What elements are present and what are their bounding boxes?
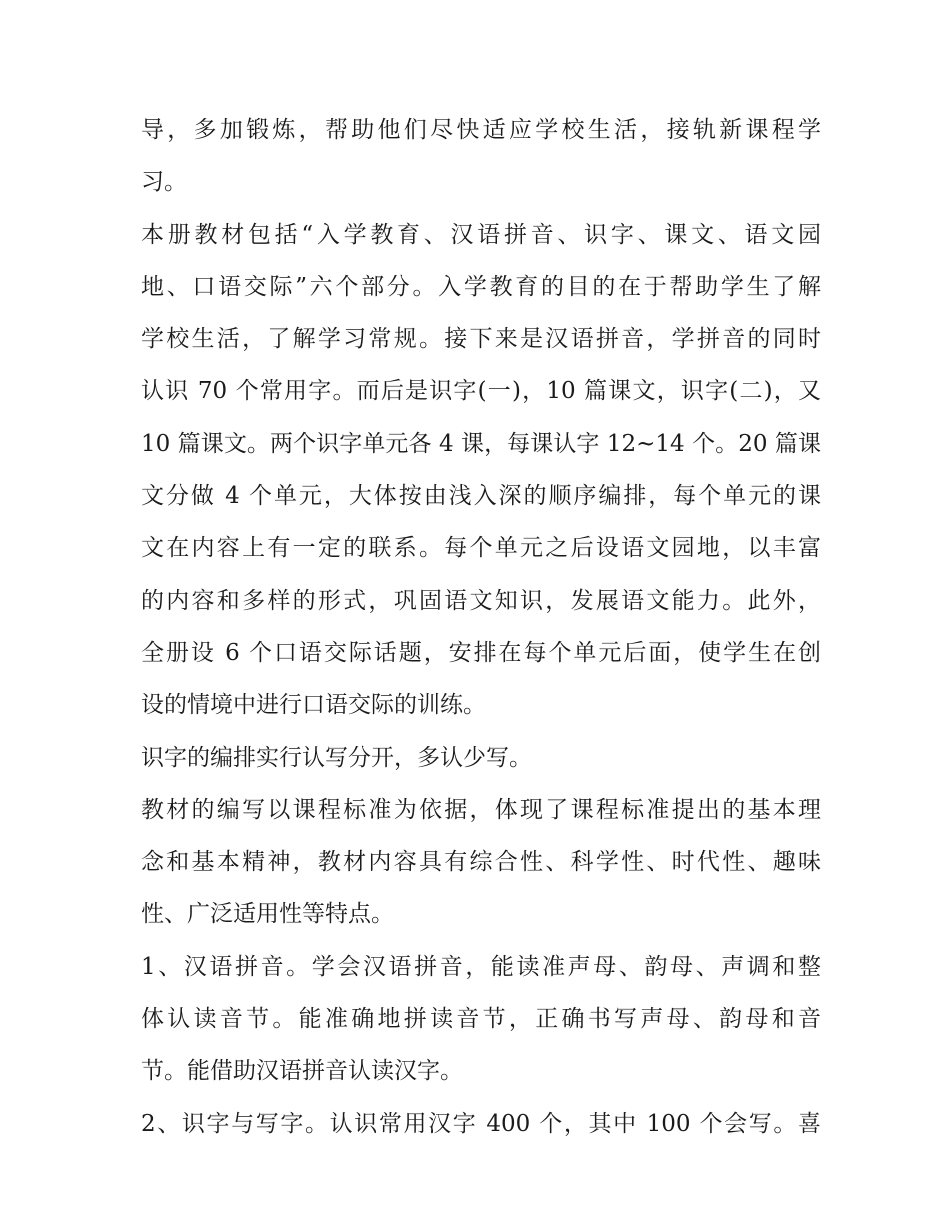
text-line: 体认读音节。能准确地拼读音节，正确书写声母、韵母和音 bbox=[141, 1006, 821, 1033]
text-line: 文在内容上有一定的联系。每个单元之后设语文园地，以丰富 bbox=[141, 535, 821, 562]
text-line: 本册教材包括“入学教育、汉语拼音、识字、课文、语文园 bbox=[141, 221, 821, 248]
text-line: 的内容和多样的形式，巩固语文知识，发展语文能力。此外， bbox=[141, 587, 821, 614]
text-line: 认识 70 个常用字。而后是识字(一)，10 篇课文，识字(二)，又 bbox=[141, 378, 821, 405]
text-line: 导，多加锻炼，帮助他们尽快适应学校生活，接轨新课程学 bbox=[141, 117, 821, 143]
text-line: 性、广泛适用性等特点。 bbox=[141, 901, 394, 928]
text-line: 学校生活，了解学习常规。接下来是汉语拼音，学拼音的同时 bbox=[141, 326, 821, 353]
text-line: 节。能借助汉语拼音认读汉字。 bbox=[141, 1058, 463, 1085]
document-body bbox=[141, 104, 821, 1150]
text-line: 1、汉语拼音。学会汉语拼音，能读准声母、韵母、声调和整 bbox=[141, 953, 821, 980]
text-line: 设的情境中进行口语交际的训练。 bbox=[141, 692, 486, 719]
text-line: 2、识字与写字。认识常用汉字 400 个，其中 100 个会写。喜 bbox=[141, 1110, 821, 1137]
text-line: 10 篇课文。两个识字单元各 4 课，每课认字 12~14 个。20 篇课 bbox=[141, 430, 821, 457]
text-line: 教材的编写以课程标准为依据，体现了课程标准提出的基本理 bbox=[141, 796, 821, 823]
text-line: 识字的编排实行认写分开，多认少写。 bbox=[141, 744, 532, 771]
text-line: 全册设 6 个口语交际话题，安排在每个单元后面，使学生在创 bbox=[141, 639, 821, 666]
text-line: 地、口语交际”六个部分。入学教育的目的在于帮助学生了解 bbox=[141, 273, 821, 300]
text-line: 文分做 4 个单元，大体按由浅入深的顺序编排，每个单元的课 bbox=[141, 483, 821, 510]
text-line: 念和基本精神，教材内容具有综合性、科学性、时代性、趣味 bbox=[141, 849, 821, 876]
text-line: 习。 bbox=[141, 169, 187, 196]
